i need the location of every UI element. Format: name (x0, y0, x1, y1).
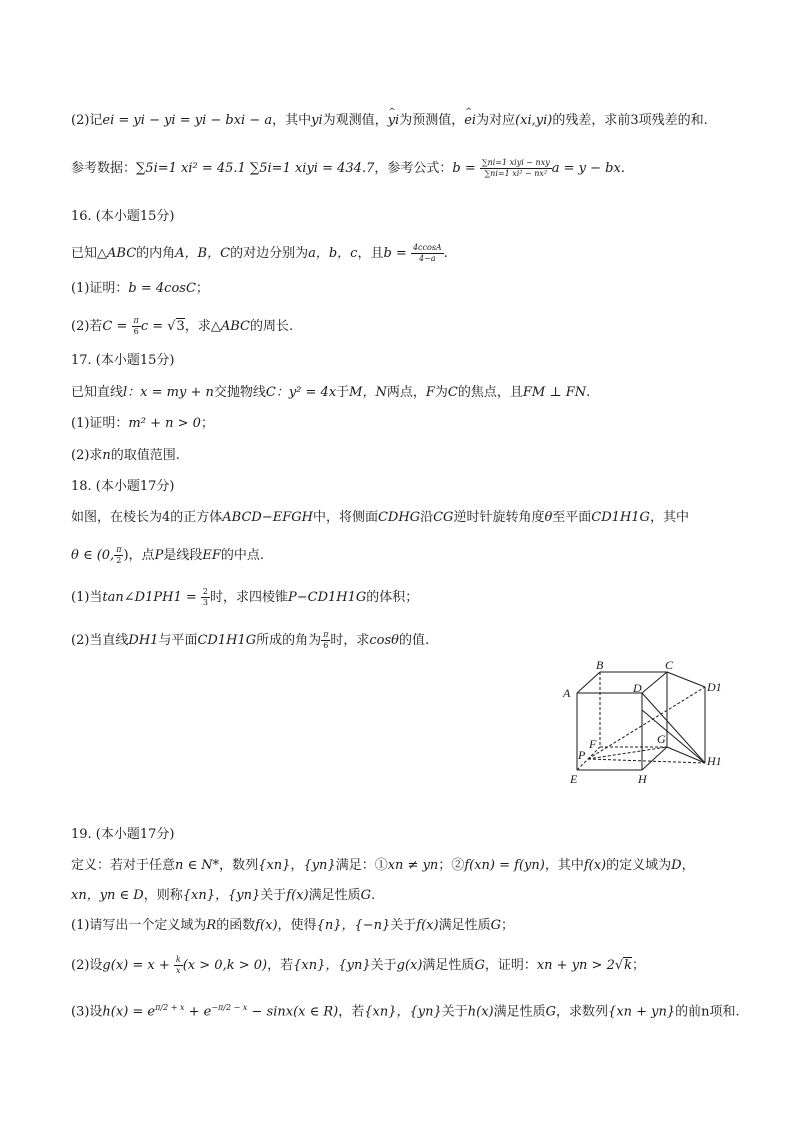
q19-header: 19. (本小题17分) (71, 827, 175, 842)
label-B: B (596, 658, 604, 672)
line-D-H1-inner (642, 710, 705, 763)
q18-stem-2: θ ∈ (0, $\frac{\pi}{2}$ )，点P是线段EF的中点. (71, 545, 264, 565)
q17-header: 17. (本小题15分) (71, 353, 175, 368)
q16-stem: 已知△ABC的内角A，B，C的对边分别为a，b，c，且b = $\frac{4ccosA}{4-a}$ . (71, 243, 448, 263)
q19-definition-2: xn，yn ∈ D，则称{xn}，{yn}关于f(x)满足性质G. (71, 888, 376, 903)
q18-part1: (1)当tan∠D1PH1 = $\frac{2}{3}$ 时，求四棱锥P−CD1H1G的体积； (71, 587, 419, 607)
q19-part1: (1)请写出一个定义域为R的函数f(x)，使得{n}，{−n}关于f(x)满足性质G； (71, 918, 515, 933)
regression-fraction: $\frac{\text{∑ni=1 xiyi − nxy}}{\text{∑ni=1 xi² − nx²}}$ (481, 158, 550, 178)
label-E: E (570, 772, 578, 786)
label-A: A (563, 686, 571, 700)
q18-header: 18. (本小题17分) (71, 479, 175, 494)
q16-part1: (1)证明：b = 4cosC； (71, 281, 209, 296)
label-F: F (589, 737, 597, 751)
cube-rotation-figure (555, 655, 730, 790)
edge-HG (642, 747, 667, 770)
label-G: G (657, 732, 666, 746)
label-C: C (665, 658, 674, 672)
line-DH1 (642, 693, 705, 763)
label-D: D (633, 681, 642, 695)
edge-CD1 (667, 672, 705, 687)
q18-part2: (2)当直线DH1与平面CD1H1G所成的角为 $\frac{\pi}{6}$ 时，求cosθ的值. (71, 630, 430, 650)
label-P: P (578, 748, 586, 762)
edge-GH1 (667, 747, 705, 763)
q16-header: 16. (本小题15分) (71, 209, 175, 224)
edge-AB (577, 672, 600, 693)
edge-DC (642, 672, 667, 693)
line-PH1 (588, 759, 705, 763)
label-H1: H1 (707, 754, 722, 768)
q15-reference: 参考数据：∑5i=1 xi² = 45.1 ∑5i=1 xiyi = 434.7，参考公式：b = $\frac{\text{∑ni=1 xiyi − nxy}}{\text{∑ni=1 xi² − nx²}}$ a = y − bx. (71, 158, 625, 178)
q19-part2: (2)设g(x) = x + $\frac{k}{x}$ (x > 0,k > 0)，若{xn}，{yn}关于g(x)满足性质G，证明：xn + yn > 2√k； (71, 955, 646, 975)
residual-equation: ei = yi − yi = yi − bxi − a (102, 113, 273, 128)
q16-part2: (2)若C = $\frac{\pi}{6}$ c = √3，求△ABC的周长. (71, 316, 294, 336)
line-PG (588, 747, 667, 759)
q19-part3: (3)设$h(x) = e^{\pi/2 + x} + e^{-\pi/2 - x} - \sin x(x$ ∈ R)，若{xn}，{yn}关于h(x)满足性质G，求数列{xn + yn}的前n项和. (71, 1003, 740, 1020)
q19-definition: 定义：若对于任意n ∈ N*，数列{xn}，{yn}满足：①xn ≠ yn；②f(xn) = f(yn)，其中f(x)的定义域为D， (71, 858, 695, 873)
label-D1: D1 (707, 680, 722, 694)
q18-stem: 如图，在棱长为4的正方体ABCD−EFGH中，将侧面CDHG沿CG逆时针旋转角度θ至平面CD1H1G，其中 (71, 510, 689, 525)
q15-part2: (2)记ei = yi − yi = yi − bxi − a，其中yi为观测值，^ yi为预测值，^ ei为对应(xi,yi)的残差，求前3项残差的和. (71, 112, 708, 130)
q17-part2: (2)求n的取值范围. (71, 448, 180, 463)
label-H: H (638, 772, 647, 786)
q17-part1: (1)证明：m² + n > 0； (71, 416, 214, 431)
q17-stem: 已知直线l：x = my + n交抛物线C：y² = 4x于M，N两点，F为C的焦点，且FM ⊥ FN. (71, 385, 591, 400)
